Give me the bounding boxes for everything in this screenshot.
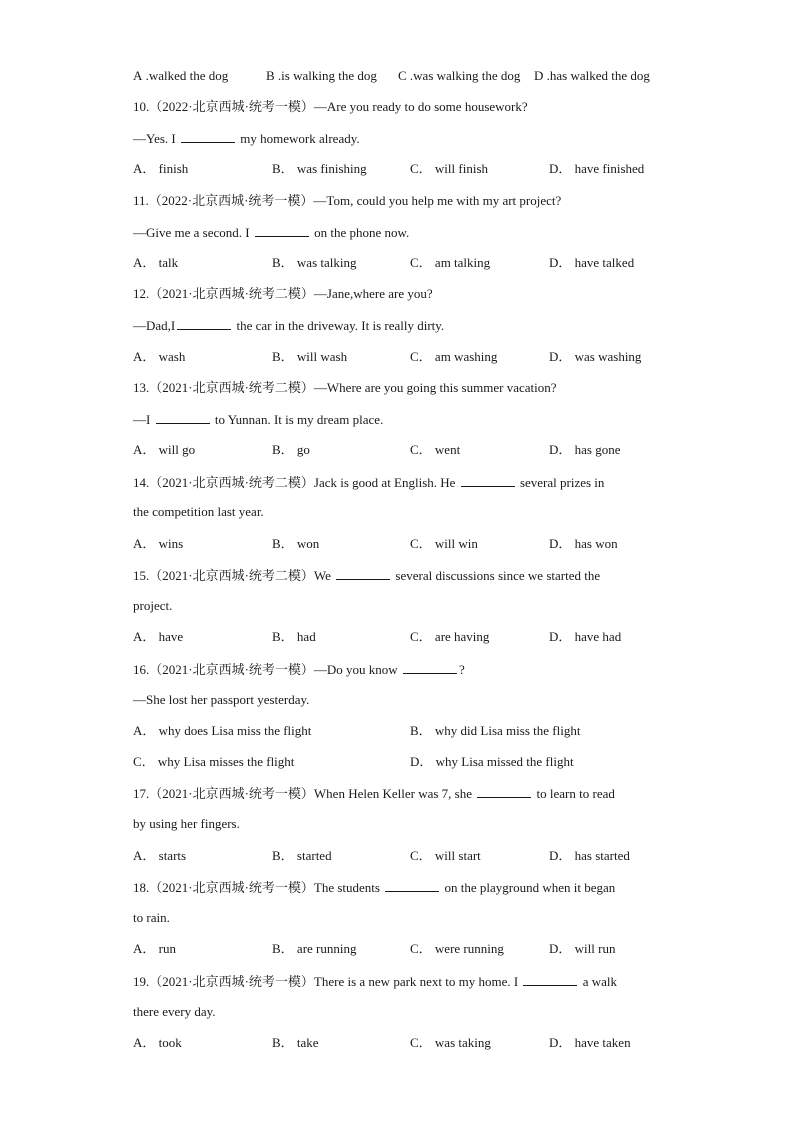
answer-blank [523,973,577,986]
q16-options-row2 [133,754,673,770]
q18-stem [133,879,615,895]
q16-stem-post: ? [458,662,465,677]
q16-option-a: A． why does Lisa miss the flight [133,723,312,738]
answer-blank [403,661,457,674]
q9-option-d: D .has walked the dog [534,68,650,83]
q17-option-a: A． starts [133,848,187,863]
q10-stem: 10.（2022·北京西城·统考一模）—Are you ready to do some housework? [133,99,528,114]
q17-line2: by using her fingers. [133,816,240,831]
q19-option-b: B． take [272,1035,319,1050]
q12-line2 [133,317,444,333]
q9-option-b: B .is walking the dog [266,68,377,83]
q19-line2: there every day. [133,1004,216,1019]
q15-stem [133,567,600,583]
q18-line2: to rain. [133,910,170,925]
q11-option-d: D． have talked [549,255,635,270]
q14-option-d: D． has won [549,536,618,551]
q14-option-b: B． won [272,536,320,551]
q16-option-b: B． why did Lisa miss the flight [410,723,581,738]
q10-line2-post: my homework already. [237,131,360,146]
q17-options [133,848,673,864]
q14-stem-pre: 14.（2021·北京西城·统考二模）Jack is good at English. He [133,475,459,490]
q17-stem-pre: 17.（2021·北京西城·统考一模）When Helen Keller was 7, she [133,786,476,801]
q18-stem-post: on the playground when it began [441,880,616,895]
answer-blank [461,474,515,487]
answer-blank [181,130,235,143]
q16-option-c: C． why Lisa misses the flight [133,754,295,769]
q10-option-d: D． have finished [549,161,645,176]
q13-option-c: C． went [410,442,461,457]
answer-blank [177,317,231,330]
q15-stem-pre: 15.（2021·北京西城·统考二模）We [133,568,335,583]
q9-option-c: C .was walking the dog [398,68,521,83]
q14-stem [133,474,604,490]
q10-option-b: B． was finishing [272,161,367,176]
q18-option-d: D． will run [549,941,616,956]
q15-stem-post: several discussions since we started the [392,568,601,583]
q16-option-d: D． why Lisa missed the flight [410,754,574,769]
q11-option-c: C． am talking [410,255,491,270]
q17-stem [133,785,615,801]
answer-blank [336,567,390,580]
q13-option-b: B． go [272,442,310,457]
q12-options [133,349,673,365]
q12-line2-post: the car in the driveway. It is really dirty. [233,318,445,333]
q18-option-b: B． are running [272,941,357,956]
q12-option-d: D． was washing [549,349,642,364]
q10-options [133,161,673,177]
q15-option-c: C． are having [410,629,490,644]
q11-option-b: B． was talking [272,255,357,270]
q16-stem-pre: 16.（2021·北京西城·统考一模）—Do you know [133,662,401,677]
q18-stem-pre: 18.（2021·北京西城·统考一模）The students [133,880,384,895]
q17-stem-post: to learn to read [533,786,615,801]
q12-option-b: B． will wash [272,349,348,364]
answer-blank [385,879,439,892]
q15-options [133,629,673,645]
q12-option-c: C． am washing [410,349,498,364]
q18-option-c: C． were running [410,941,504,956]
q14-line2: the competition last year. [133,504,264,519]
answer-blank [156,411,210,424]
q10-option-c: C． will finish [410,161,489,176]
q15-option-a: A． have [133,629,184,644]
q13-option-a: A． will go [133,442,196,457]
q13-line2-pre: —I [133,412,154,427]
q9-options [133,68,673,84]
q16-options-row1 [133,723,673,739]
q11-stem: 11.（2022·北京西城·统考一模）—Tom, could you help me with my art project? [133,193,562,208]
q12-line2-pre: —Dad,I [133,318,176,333]
q11-line2-post: on the phone now. [310,225,410,240]
q19-option-c: C． was taking [410,1035,491,1050]
answer-blank [255,224,309,237]
q19-options [133,1035,673,1051]
q14-stem-post: several prizes in [516,475,605,490]
q11-line2 [133,224,409,240]
q13-option-d: D． has gone [549,442,621,457]
q14-option-c: C． will win [410,536,478,551]
answer-blank [477,785,531,798]
q13-stem: 13.（2021·北京西城·统考二模）—Where are you going this summer vacation? [133,380,557,395]
q15-option-b: B． had [272,629,316,644]
q19-stem-pre: 19.（2021·北京西城·统考一模）There is a new park next to my home. I [133,974,522,989]
q14-option-a: A． wins [133,536,184,551]
q19-stem-post: a walk [579,974,618,989]
q19-stem [133,973,617,989]
q10-line2 [133,130,360,146]
q15-line2: project. [133,598,173,613]
q19-option-d: D． have taken [549,1035,631,1050]
q10-line2-pre: —Yes. I [133,131,179,146]
q16-stem [133,661,465,677]
q10-option-a: A． finish [133,161,189,176]
q14-options [133,536,673,552]
q13-options [133,442,673,458]
q19-option-a: A． took [133,1035,182,1050]
q9-option-a: A .walked the dog [133,68,229,83]
q13-line2 [133,411,383,427]
q12-option-a: A． wash [133,349,186,364]
q18-option-a: A． run [133,941,176,956]
q17-option-c: C． will start [410,848,481,863]
q18-options [133,941,673,957]
q17-option-b: B． started [272,848,332,863]
q13-line2-post: to Yunnan. It is my dream place. [211,412,384,427]
q11-options [133,255,673,271]
q16-line2: —She lost her passport yesterday. [133,692,310,707]
q15-option-d: D． have had [549,629,622,644]
q11-option-a: A． talk [133,255,179,270]
q12-stem: 12.（2021·北京西城·统考二模）—Jane,where are you? [133,286,433,301]
q17-option-d: D． has started [549,848,630,863]
q11-line2-pre: —Give me a second. I [133,225,253,240]
